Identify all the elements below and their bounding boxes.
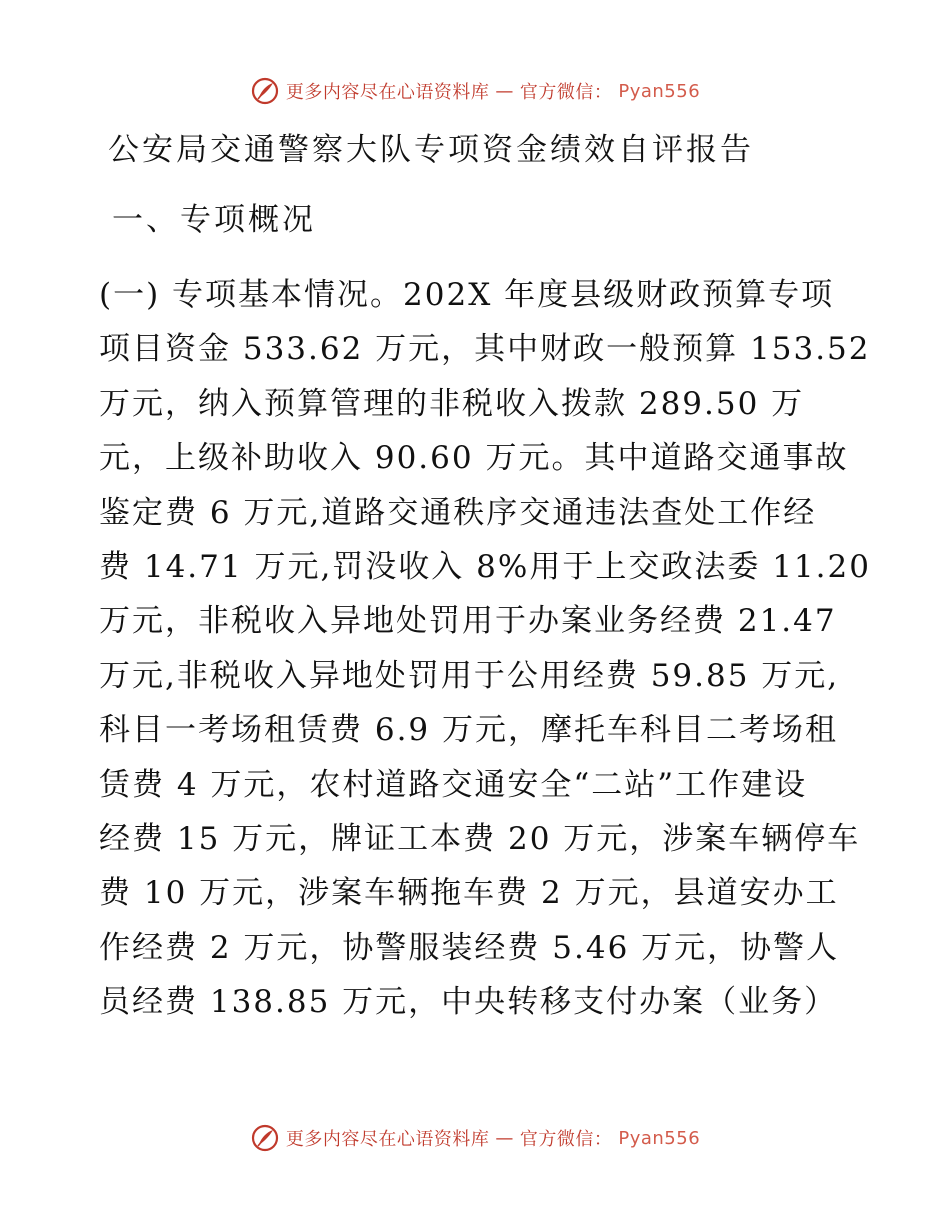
paragraph-line: (一) 专项基本情况。202X 年度县级财政预算专项 bbox=[99, 277, 835, 313]
watermark-separator: — bbox=[495, 80, 514, 102]
watermark-site-text: 更多内容尽在心语资料库 bbox=[285, 1129, 490, 1150]
watermark-wechat-id: Pyan556 bbox=[618, 1127, 701, 1149]
document-title: 公安局交通警察大队专项资金绩效自评报告 bbox=[108, 132, 754, 168]
paragraph-line: 万元,非税收入异地处罚用于公用经费 59.85 万元, bbox=[99, 657, 840, 694]
paragraph bbox=[99, 268, 871, 1029]
feather-pen-circle-icon bbox=[250, 1123, 280, 1153]
paragraph-line: 员经费 138.85 万元，中央转移支付办案（业务） bbox=[99, 984, 838, 1021]
feather-pen-circle-icon bbox=[250, 76, 280, 106]
header-watermark bbox=[0, 76, 950, 106]
watermark-site-text: 更多内容尽在心语资料库 bbox=[285, 82, 490, 103]
paragraph-line: 鉴定费 6 万元,道路交通秩序交通违法查处工作经 bbox=[99, 494, 817, 531]
paragraph-line: 经费 15 万元，牌证工本费 20 万元，涉案车辆停车 bbox=[99, 820, 861, 857]
paragraph-line: 科目一考场租赁费 6.9 万元，摩托车科目二考场租 bbox=[99, 712, 839, 749]
paragraph-line: 作经费 2 万元，协警服装经费 5.46 万元，协警人 bbox=[99, 929, 840, 966]
watermark-separator: — bbox=[495, 1127, 514, 1149]
watermark-wechat-id: Pyan556 bbox=[618, 80, 701, 102]
paragraph-line: 费 10 万元，涉案车辆拖车费 2 万元，县道安办工 bbox=[99, 875, 839, 912]
watermark-wechat-label: 官方微信： bbox=[519, 82, 613, 103]
paragraph-line: 费 14.71 万元,罚没收入 8%用于上交政法委 11.20 bbox=[99, 548, 871, 585]
paragraph-line: 元，上级补助收入 90.60 万元。其中道路交通事故 bbox=[99, 440, 849, 477]
paragraph-line: 万元，非税收入异地处罚用于办案业务经费 21.47 bbox=[99, 603, 837, 640]
watermark-wechat-label: 官方微信： bbox=[519, 1129, 613, 1150]
section-heading: 一、专项概况 bbox=[112, 202, 316, 238]
paragraph-line: 项目资金 533.62 万元，其中财政一般预算 153.52 bbox=[99, 331, 871, 368]
paragraph-line: 万元，纳入预算管理的非税收入拨款 289.50 万 bbox=[99, 385, 805, 422]
footer-watermark bbox=[0, 1123, 950, 1153]
paragraph-line: 赁费 4 万元，农村道路交通安全“二站”工作建设 bbox=[99, 766, 808, 803]
